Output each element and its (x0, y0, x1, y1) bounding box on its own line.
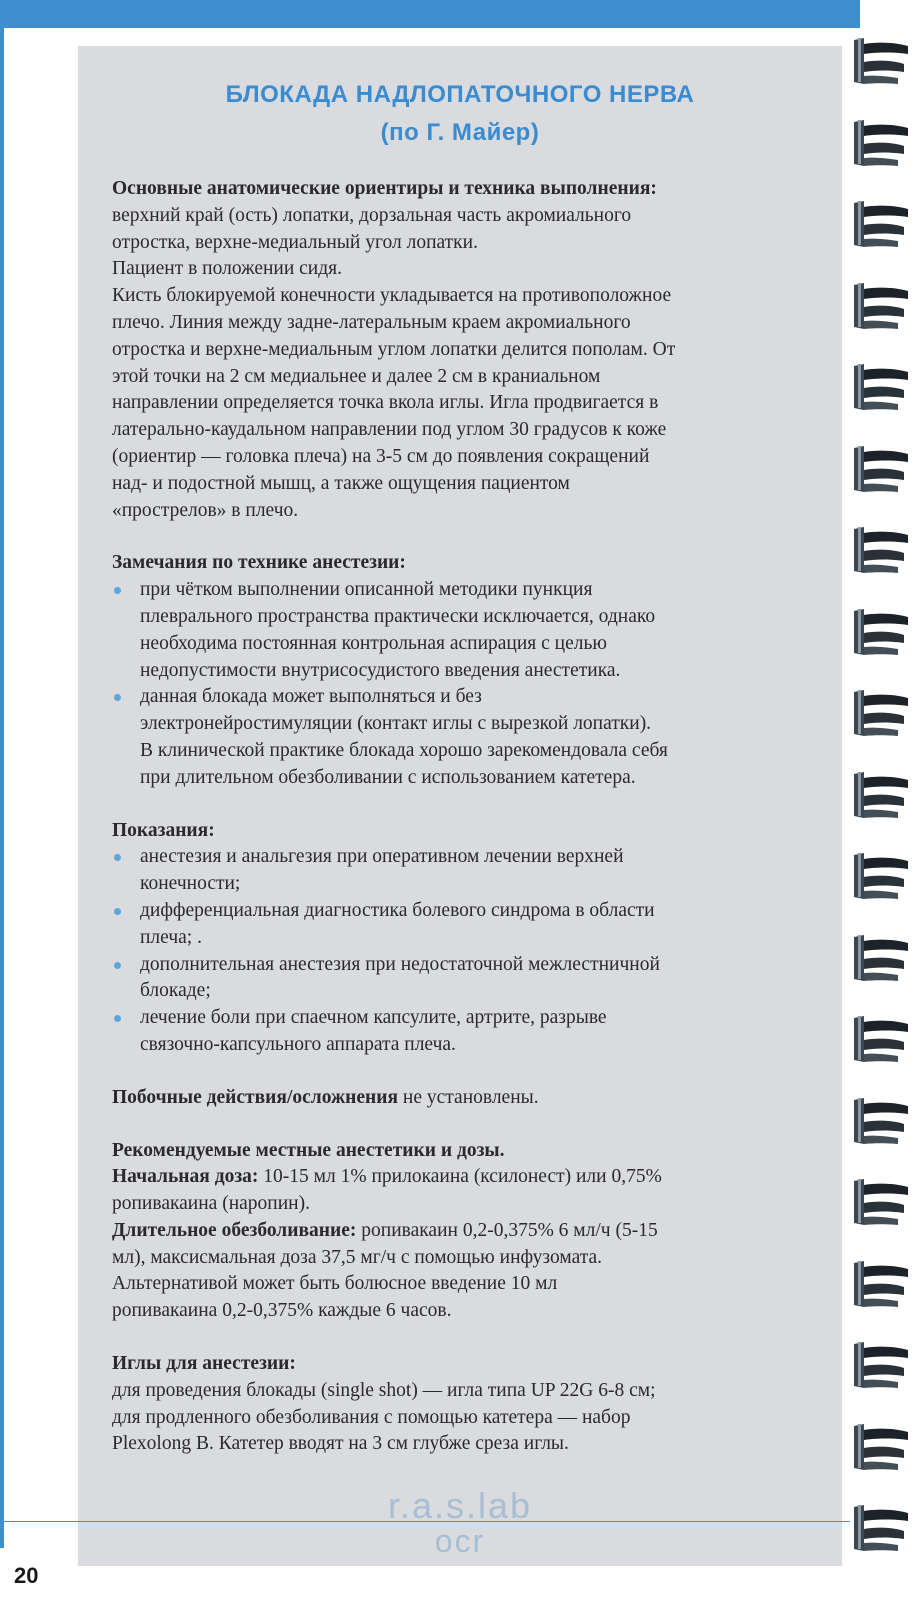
technique-line: «прострелов» в плечо. (112, 499, 299, 521)
spiral-coil-icon (846, 279, 916, 333)
initial-dose-line (112, 1164, 824, 1191)
side-effects-line (112, 1085, 824, 1112)
bullet-dot-icon (114, 908, 121, 915)
technique-line: над- и подостной мышц, а также ощущения пациентом (112, 472, 570, 494)
bullet-dot-icon (114, 587, 121, 594)
spiral-coil-icon (846, 849, 916, 903)
list-item-line: конечности; (140, 873, 241, 895)
page-number: 20 (14, 1563, 39, 1588)
long-term-line: мл), максисмальная доза 37,5 мг/ч с помощью инфузомата. (112, 1246, 603, 1268)
left-accent-edge (0, 28, 4, 1548)
spiral-coil-icon (846, 1012, 916, 1066)
long-term-line: Альтернативой может быть болюсное введение 10 мл (112, 1273, 558, 1295)
list-item (112, 952, 824, 1006)
title-line-1: БЛОКАДА НАДЛОПАТОЧНОГО НЕРВА (225, 81, 695, 108)
bullet-dot-icon (114, 1015, 121, 1022)
spiral-coil-icon (846, 931, 916, 985)
anesthetics-section (112, 1138, 824, 1326)
list-item-line: данная блокада может выполняться и без (140, 686, 482, 708)
technique-line: латерально-каудальном направлении под углом 30 градусов к коже (112, 419, 667, 441)
list-item (112, 1005, 824, 1059)
technique-line: этой точки на 2 см медиальнее и далее 2 см в краниальном (112, 365, 601, 387)
technique-line: отростка и верхне-медиальным углом лопатки делится пополам. От (112, 338, 676, 360)
list-item-line: блокаде; (140, 980, 211, 1002)
page-title (78, 76, 842, 152)
spiral-coil-icon (846, 1501, 916, 1555)
list-item-line: при чётком выполнении описанной методики пункция (140, 579, 593, 601)
spiral-coil-icon (846, 34, 916, 88)
list-item-line: дополнительная анестезия при недостаточной межлестничной (140, 953, 660, 975)
spiral-coil-icon (846, 360, 916, 414)
needles-heading: Иглы для анестезии: (112, 1353, 296, 1375)
title-line-2: (по Г. Майер) (380, 119, 540, 146)
spiral-coil-icon (846, 1257, 916, 1311)
bullet-dot-icon (114, 694, 121, 701)
indications-section (112, 818, 824, 1059)
article-body (112, 176, 824, 1458)
anesthetics-heading: Рекомендуемые местные анестетики и дозы. (112, 1139, 505, 1161)
list-item (112, 684, 824, 791)
needles-line: для проведения блокады (single shot) — игла типа UP 22G 6-8 см; (112, 1379, 656, 1401)
spiral-coil-icon (846, 686, 916, 740)
spiral-coil-icon (846, 197, 916, 251)
initial-dose-label: Начальная доза: (112, 1166, 259, 1188)
list-item-line: лечение боли при спаечном капсулите, артрите, разрыве (140, 1007, 607, 1029)
spiral-coil-icon (846, 1338, 916, 1392)
list-item (112, 898, 824, 952)
spiral-coil-icon (846, 1175, 916, 1229)
side-effects-text: не установлены. (398, 1086, 539, 1108)
spiral-coil-icon (846, 1420, 916, 1474)
list-item-line: плеврального пространства практически исключается, однако (140, 605, 656, 627)
list-item-line: необходима постоянная контрольная аспирация с целью (140, 632, 607, 654)
list-item-line: недопустимости внутрисосудистого введения анестетика. (140, 659, 621, 681)
side-effects-heading: Побочные действия/осложнения (112, 1086, 399, 1108)
technique-heading: Основные анатомические ориентиры и техника выполнения: (112, 178, 657, 199)
initial-dose-text: 10-15 мл 1% прилокаина (ксилонест) или 0,75% (258, 1166, 662, 1188)
list-item-line: плеча; . (140, 926, 202, 948)
list-item (112, 577, 824, 684)
spiral-binding (846, 20, 922, 1580)
list-item-line: дифференциальная диагностика болевого синдрома в области (140, 899, 655, 921)
needles-line: для продленного обезболивания с помощью катетера — набор (112, 1406, 631, 1428)
technique-line: Пациент в положении сидя. (112, 258, 343, 280)
remarks-list (112, 577, 824, 791)
long-term-line: ропивакаина 0,2-0,375% каждые 6 часов. (112, 1300, 452, 1322)
technique-line: направлении определяется точка вкола иглы. Игла продвигается в (112, 392, 659, 414)
list-item-line: анестезия и анальгезия при оперативном лечении верхней (140, 846, 624, 868)
technique-line: отростка, верхне-медиальный угол лопатки. (112, 231, 478, 253)
spiral-coil-icon (846, 442, 916, 496)
ocr-watermark (360, 1487, 560, 1557)
technique-line: (ориентир — головка плеча) на 3-5 см до появления сокращений (112, 445, 650, 467)
remarks-section (112, 550, 824, 791)
initial-dose-line: ропивакаина (наропин). (112, 1193, 310, 1215)
top-accent-bar (0, 0, 860, 28)
list-item-line: при длительном обезболивании с использованием катетера. (140, 766, 636, 788)
long-term-text: ропивакаин 0,2-0,375% 6 мл/ч (5-15 (356, 1219, 658, 1241)
spiral-coil-icon (846, 1094, 916, 1148)
spiral-coil-icon (846, 116, 916, 170)
spiral-coil-icon (846, 605, 916, 659)
long-term-line (112, 1218, 824, 1245)
indications-heading: Показания: (112, 819, 215, 841)
list-item-line: связочно-капсульного аппарата плеча. (140, 1033, 456, 1055)
spiral-coil-icon (846, 523, 916, 577)
technique-line: Кисть блокируемой конечности укладывается на противоположное (112, 285, 672, 307)
list-item (112, 844, 824, 898)
list-item-line: В клинической практике блокада хорошо зарекомендовала себя (140, 739, 668, 761)
needles-section (112, 1351, 824, 1458)
side-effects-section (112, 1085, 824, 1112)
long-term-label: Длительное обезболивание: (112, 1219, 357, 1241)
technique-line: плечо. Линия между задне-латеральным краем акромиального (112, 311, 631, 333)
list-item-line: электронейростимуляции (контакт иглы с вырезкой лопатки). (140, 713, 652, 735)
technique-section (112, 176, 824, 524)
technique-line: верхний край (ость) лопатки, дорзальная часть акромиального (112, 204, 632, 226)
watermark-line-2: ocr (434, 1523, 486, 1559)
needles-line: Plexolong B. Катетер вводят на 3 см глубже среза иглы. (112, 1433, 569, 1455)
watermark-line-1: r.a.s.lab (387, 1485, 533, 1526)
spiral-coil-icon (846, 768, 916, 822)
remarks-heading: Замечания по технике анестезии: (112, 552, 406, 574)
bullet-dot-icon (114, 962, 121, 969)
indications-list (112, 844, 824, 1058)
bullet-dot-icon (114, 854, 121, 861)
